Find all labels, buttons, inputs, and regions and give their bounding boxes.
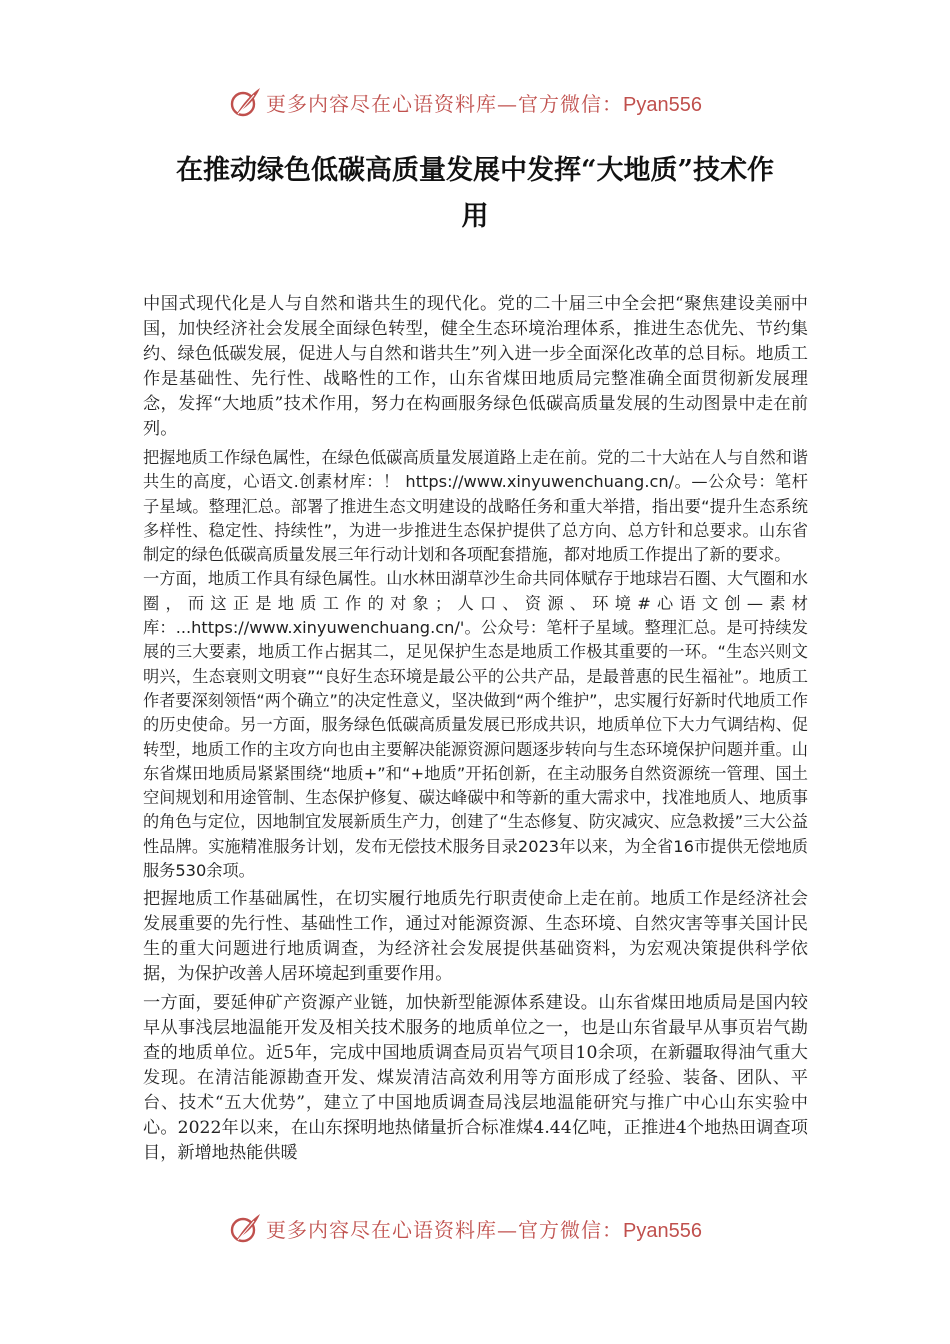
watermark-banner-bottom [228, 1208, 728, 1248]
paragraph-mineral-resources: 一方面，要延伸矿产资源产业链，加快新型能源体系建设。山东省煤田地质局是国内较早从事浅层地温能开发及相关技术服务的地质单位之一，也是山东省最早从事页岩气勘查的地质单位。近5年，完成中国地质调查局页岩气项目10余项，在新疆取得油气重大发现。在清洁能源勘查开发、煤炭清洁高效利用等方面形成了经验、装备、团队、平台、技术“五大优势”，建立了中国地质调查局浅层地温能研究与推广中心山东实验中心。2022年以来，在山东探明地热储量折合标准煤4.44亿吨，正推进4个地热田调查项目，新增地热能供暖 [143, 993, 808, 1164]
feather-quill-circle-icon [228, 1211, 262, 1245]
document-body [143, 292, 808, 1166]
paragraph-basic-attribute: 把握地质工作基础属性，在切实履行地质先行职责使命上走在前。地质工作是经济社会发展重要的先行性、基础性工作，通过对能源资源、生态环境、自然灾害等事关国计民生的重大问题进行地质调查，为经济社会发展提供基础资料，为宏观决策提供科学依据，为保护改善人居环境起到重要作用。 [143, 889, 808, 985]
watermark-text: 更多内容尽在心语资料库—官方微信：Pyan556 [266, 1217, 702, 1242]
feather-quill-circle-icon [228, 85, 262, 119]
title-line-2: 用 [461, 201, 489, 232]
watermark-banner-top [228, 82, 728, 122]
watermark-text: 更多内容尽在心语资料库—官方微信：Pyan556 [266, 91, 702, 116]
paragraph-on-one-hand-green: 一方面，地质工作具有绿色属性。山水林田湖草沙生命共同体赋存于地球岩石圈、大气圈和水圈，而这正是地质工作的对象；人口、资源、环境#心语文创—素材库：...https://www.xinyuwenchuang.cn/'。公众号：笔杆子星域。整理汇总。是可持续发展的三大要素，地质工作占据其二，足见保护生态是地质工作极其重要的一环。“生态兴则文明兴，生态衰则文明衰”“良好生态环境是最公平的公共产品，是最普惠的民生福祉”。地质工作者要深刻领悟“两个确立”的决定性意义，坚决做到“两个维护”，忠实履行好新时代地质工作的历史使命。另一方面，服务绿色低碳高质量发展已形成共识，地质单位下大力气调结构、促转型，地质工作的主攻方向也由主要解决能源资源问题逐步转向与生态环境保护问题并重。山东省煤田地质局紧紧围绕“地质+”和“+地质”开拓创新，在主动服务自然资源统一管理、国土空间规划和用途管制、生态保护修复、碳达峰碳中和等新的重大需求中，找准地质人、地质事的角色与定位，因地制宜发展新质生产力，创建了“生态修复、防灾减灾、应急救援”三大公益性品牌。实施精准服务计划，发布无偿技术服务目录2023年以来，为全省16市提供无偿地质服务530余项。 [143, 569, 808, 881]
title-line-1: 在推动绿色低碳高质量发展中发挥“大地质”技术作 [175, 155, 775, 186]
paragraph-intro: 中国式现代化是人与自然和谐共生的现代化。党的二十届三中全会把“聚焦建设美丽中国，加快经济社会发展全面绿色转型，健全生态环境治理体系，推进生态优先、节约集约、绿色低碳发展，促进人与自然和谐共生”列入进一步全面深化改革的总目标。地质工作是基础性、先行性、战略性的工作，山东省煤田地质局完整准确全面贯彻新发展理念，发挥“大地质”技术作用，努力在构画服务绿色低碳高质量发展的生动图景中走在前列。 [143, 294, 808, 439]
wechat-id: Pyan556 [623, 1219, 702, 1242]
wechat-id: Pyan556 [623, 93, 702, 116]
document-title [120, 148, 830, 240]
paragraph-green-attribute: 把握地质工作绿色属性，在绿色低碳高质量发展道路上走在前。党的二十大站在人与自然和谐共生的高度，心语文.创素材库：！ https://www.xinyuwenchuang.cn/。—公众号：笔杆子星域。整理汇总。部署了推进生态文明建设的战略任务和重大举措，指出要“提升生态系统多样性、稳定性、持续性”，为进一步推进生态保护提供了总方向、总方针和总要求。山东省制定的绿色低碳高质量发展三年行动计划和各项配套措施，都对地质工作提出了新的要求。 [143, 448, 808, 565]
